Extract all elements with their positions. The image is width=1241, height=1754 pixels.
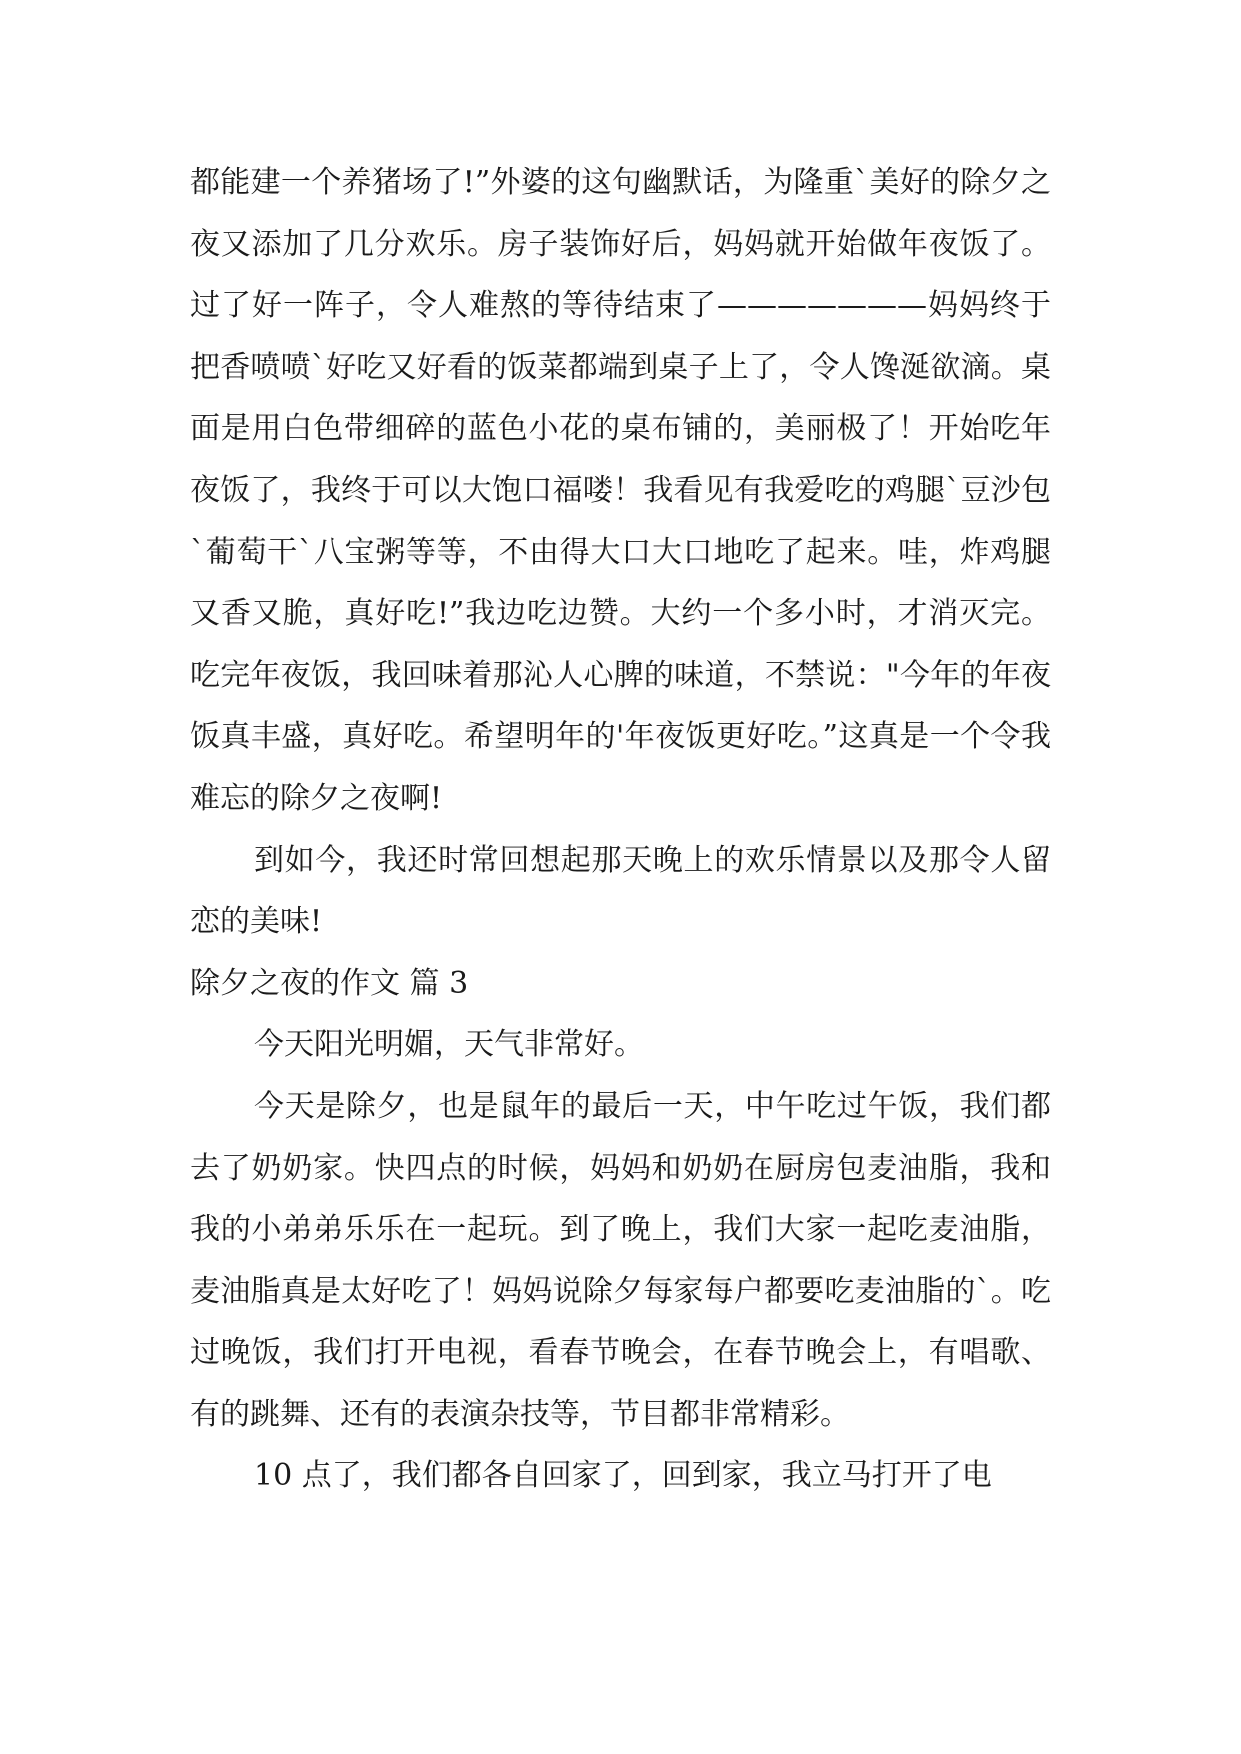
paragraph-continued: 都能建一个养猪场了!”外婆的这句幽默话，为隆重`美好的除夕之夜又添加了几分欢乐。房子装饰好后，妈妈就开始做年夜饭了。过了好一阵子，令人难熬的等待结束了———————妈妈终于把香喷喷`好吃又好看的饭菜都端到桌子上了，令人馋涎欲滴。桌面是用白色带细碎的蓝色小花的桌布铺的，美丽极了！开始吃年夜饭了，我终于可以大饱口福喽！我看见有我爱吃的鸡腿`豆沙包`葡萄干`八宝粥等等，不由得大口大口地吃了起来。哇，炸鸡腿又香又脆，真好吃!”我边吃边赞。大约一个多小时，才消灭完。吃完年夜饭，我回味着那沁人心脾的味道，不禁说："今年的年夜饭真丰盛，真好吃。希望明年的'年夜饭更好吃。”这真是一个令我难忘的除夕之夜啊!	[190, 165, 1051, 816]
paragraph-ten-oclock: 10 点了，我们都各自回家了，回到家，我立马打开了电	[254, 1458, 992, 1494]
paragraph-closing: 到如今，我还时常回想起那天晚上的欢乐情景以及那令人留恋的美味!	[190, 842, 1051, 940]
paragraph-weather: 今天阳光明媚，天气非常好。	[254, 1027, 644, 1063]
document-page	[190, 152, 1051, 1507]
paragraph-new-year-eve: 今天是除夕，也是鼠年的最后一天，中午吃过午饭，我们都去了奶奶家。快四点的时候，妈妈和奶奶在厨房包麦油脂，我和我的小弟弟乐乐在一起玩。到了晚上，我们大家一起吃麦油脂，麦油脂真是太好吃了！妈妈说除夕每家每户都要吃麦油脂的`。吃过晚饭，我们打开电视，看春节晚会，在春节晚会上，有唱歌、有的跳舞、还有的表演杂技等，节目都非常精彩。	[190, 1088, 1051, 1432]
section-heading: 除夕之夜的作文 篇 3	[190, 965, 469, 1001]
